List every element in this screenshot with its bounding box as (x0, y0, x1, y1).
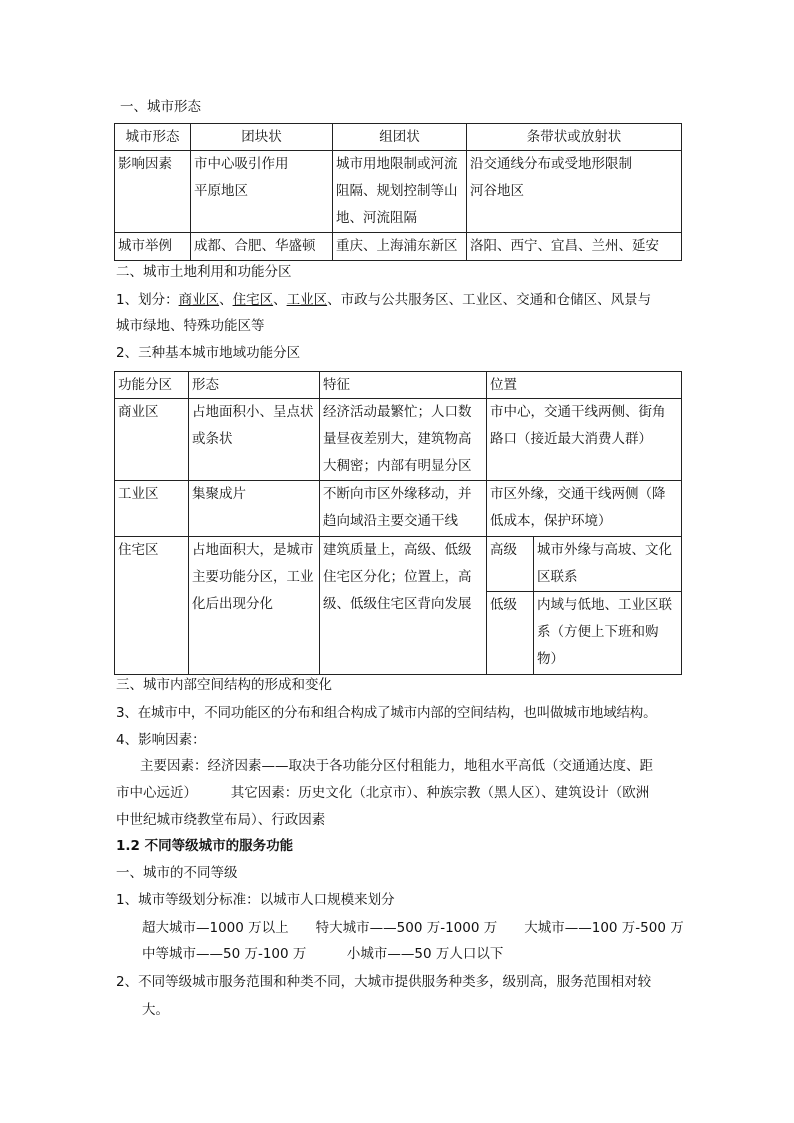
underlined-term: 工业区 (286, 292, 328, 308)
underlined-term: 商业区 (178, 292, 220, 308)
sub-label: 高级 (487, 537, 534, 592)
header-cell: 特征 (320, 372, 487, 399)
sub-location: 城市外缘与高坡、文化区联系 (534, 537, 682, 592)
grade-line1: 超大城市—1000 万以上 特大城市——500 万-1000 万 大城市——100 万-500 万 (142, 920, 684, 936)
zone-name: 住宅区 (115, 537, 189, 675)
text: 、 (219, 292, 233, 308)
zone-location: 市中心，交通干线两侧、街角路口（接近最大消费人群） (487, 399, 682, 481)
row-label: 城市举例 (115, 233, 191, 261)
section-heading: 1.2 不同等级城市的服务功能 (116, 838, 294, 854)
header-cell: 功能分区 (115, 372, 189, 399)
zone-form: 占地面积大，是城市主要功能分区，工业化后出现分化 (189, 537, 320, 675)
header-cell: 城市形态 (115, 124, 191, 151)
factors-line2: 市中心远近） 其它因素：历史文化（北京市）、种族宗教（黑人区）、建筑设计（欧洲 (116, 785, 650, 801)
factors-line1: 主要因素：经济因素——取决于各功能分区付租能力，地租水平高低（交通通达度、距 (140, 758, 653, 774)
table-cell: 市中心吸引作用 平原地区 (191, 151, 333, 233)
zone-feature: 不断向市区外缘移动，并趋向域沿主要交通干线 (320, 481, 487, 537)
factors-title: 4、影响因素： (116, 732, 206, 748)
text: 、 (273, 292, 287, 308)
service-line1: 2、不同等级城市服务范围和种类不同，大城市提供服务种类多，级别高，服务范围相对较 (116, 974, 652, 990)
division-paragraph-line2: 城市绿地、特殊功能区等 (116, 318, 265, 334)
section2-title: 二、城市土地利用和功能分区 (116, 264, 292, 280)
header-cell: 形态 (189, 372, 320, 399)
text: 1、划分： (116, 292, 179, 308)
zone-form: 占地面积小、呈点状或条状 (189, 399, 320, 481)
table-cell: 沿交通线分布或受地形限制 河谷地区 (467, 151, 682, 233)
header-cell: 位置 (487, 372, 682, 399)
table-cell: 重庆、上海浦东新区 (333, 233, 467, 261)
header-cell: 条带状或放射状 (467, 124, 682, 151)
grade-standard: 1、城市等级划分标准：以城市人口规模来划分 (116, 892, 395, 908)
zone-location: 市区外缘，交通干线两侧（降低成本，保护环境） (487, 481, 682, 537)
table-cell: 城市用地限制或河流阻隔、规划控制等山地、河流阻隔 (333, 151, 467, 233)
underlined-term: 住宅区 (232, 292, 274, 308)
three-zones-title: 2、三种基本城市地域功能分区 (116, 345, 301, 361)
section3-title: 三、城市内部空间结构的形成和变化 (116, 677, 332, 693)
city-form-table (114, 123, 682, 261)
zone-name: 工业区 (115, 481, 189, 537)
sub-location: 内域与低地、工业区联系（方便上下班和购物） (534, 592, 682, 675)
table-cell: 洛阳、西宁、宜昌、兰州、延安 (467, 233, 682, 261)
row-label: 影响因素 (115, 151, 191, 233)
function-zone-table (114, 371, 682, 675)
service-line2: 大。 (142, 1002, 169, 1018)
text: 、市政与公共服务区、工业区、交通和仓储区、风景与 (327, 292, 652, 308)
header-cell: 团块状 (191, 124, 333, 151)
section1-title: 一、城市形态 (120, 99, 201, 115)
table-cell: 成都、合肥、华盛顿 (191, 233, 333, 261)
zone-form: 集聚成片 (189, 481, 320, 537)
grade-line2: 中等城市——50 万-100 万 小城市——50 万人口以下 (142, 946, 504, 962)
header-cell: 组团状 (333, 124, 467, 151)
sub-label: 低级 (487, 592, 534, 675)
division-paragraph (116, 290, 651, 310)
section4-title: 一、城市的不同等级 (116, 865, 238, 881)
zone-feature: 建筑质量上，高级、低级住宅区分化；位置上，高级、低级住宅区背向发展 (320, 537, 487, 675)
zone-name: 商业区 (115, 399, 189, 481)
factors-line3: 中世纪城市绕教堂布局）、行政因素 (116, 812, 326, 828)
zone-feature: 经济活动最繁忙；人口数量昼夜差别大，建筑物高大稠密；内部有明显分区 (320, 399, 487, 481)
structure-paragraph: 3、在城市中，不同功能区的分布和组合构成了城市内部的空间结构，也叫做城市地域结构。 (116, 705, 657, 721)
